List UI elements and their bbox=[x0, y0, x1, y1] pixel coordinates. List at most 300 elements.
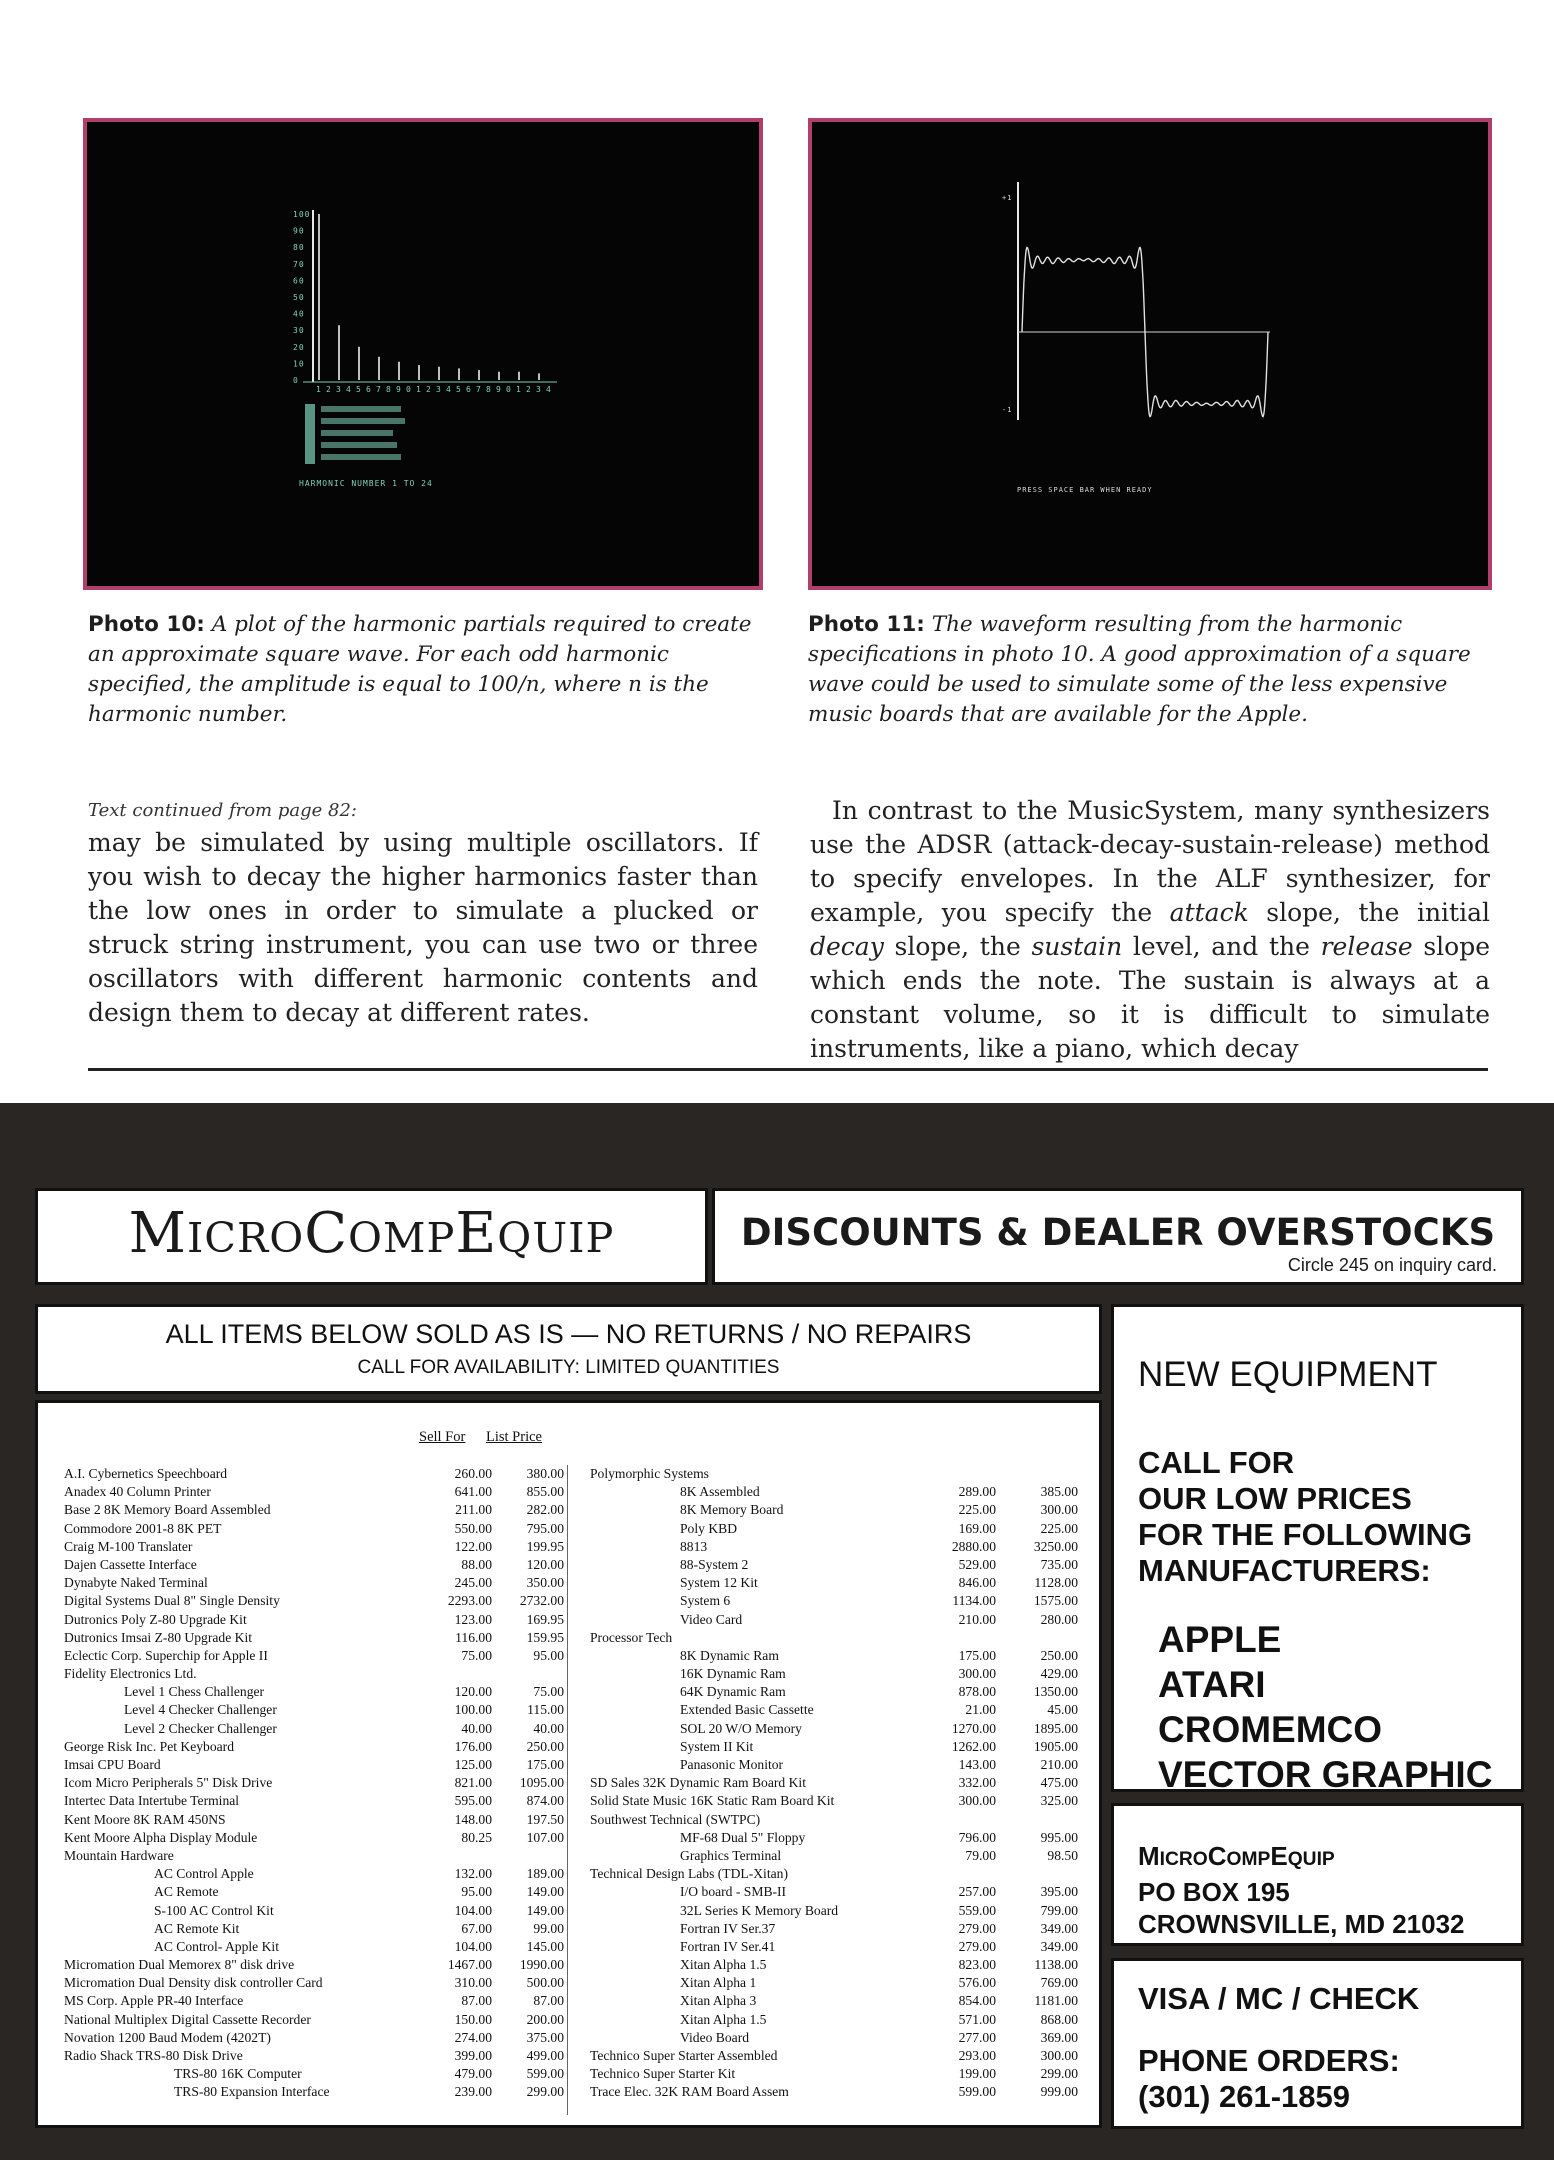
item-name: Level 4 Checker Challenger bbox=[124, 1702, 277, 1718]
list-price: 299.00 bbox=[1040, 2066, 1078, 2082]
amplitude-tick-label: 100 bbox=[293, 210, 311, 219]
sell-price: 823.00 bbox=[958, 1957, 996, 1973]
table-row bbox=[590, 1520, 1090, 1538]
table-row bbox=[64, 1574, 584, 1592]
brand-part: E bbox=[1270, 1841, 1288, 1871]
sell-price: 846.00 bbox=[958, 1575, 996, 1591]
item-name: Poly KBD bbox=[680, 1520, 738, 1536]
amplitude-tick-label: 60 bbox=[293, 276, 305, 286]
sell-price: 821.00 bbox=[454, 1775, 492, 1791]
table-row bbox=[64, 1538, 584, 1556]
sell-price: 300.00 bbox=[958, 1666, 996, 1682]
sell-price: 150.00 bbox=[454, 2011, 492, 2027]
list-price: 325.00 bbox=[1040, 1793, 1078, 1809]
list-price: 95.00 bbox=[533, 1647, 564, 1663]
item-name: AC Control Apple bbox=[154, 1866, 254, 1882]
item-name: Extended Basic Cassette bbox=[680, 1702, 814, 1718]
table-row bbox=[64, 2011, 584, 2029]
table-row bbox=[590, 1683, 1090, 1701]
table-row bbox=[590, 1865, 1090, 1883]
item-name: AC Control- Apple Kit bbox=[154, 1938, 279, 1954]
harmonic-tick-label: 4 bbox=[546, 385, 552, 394]
address-line: PO BOX 195 bbox=[1138, 1877, 1290, 1907]
item-name: AC Remote Kit bbox=[154, 1920, 240, 1936]
sell-price: 289.00 bbox=[958, 1484, 996, 1500]
manufacturer: ATARI bbox=[1158, 1664, 1266, 1705]
sell-price: 293.00 bbox=[958, 2048, 996, 2063]
terms-subheadline: CALL FOR AVAILABILITY: LIMITED QUANTITIES bbox=[357, 1357, 780, 1378]
sell-price: 225.00 bbox=[958, 1502, 996, 1518]
sell-price: 143.00 bbox=[958, 1757, 996, 1772]
photo11-prompt: PRESS SPACE BAR WHEN READY bbox=[1017, 486, 1153, 494]
item-name: Technico Super Starter Assembled bbox=[590, 2048, 778, 2063]
table-row bbox=[590, 1992, 1090, 2010]
sell-price: 80.25 bbox=[461, 1829, 492, 1845]
list-price: 1181.00 bbox=[1034, 1993, 1078, 2009]
list-price: 75.00 bbox=[533, 1684, 564, 1700]
sell-price: 210.00 bbox=[958, 1611, 996, 1627]
list-price: 282.00 bbox=[526, 1502, 564, 1518]
item-name: Fortran IV Ser.37 bbox=[680, 1920, 776, 1936]
item-name: SOL 20 W/O Memory bbox=[680, 1720, 802, 1736]
harmonic-tick-label: 1 bbox=[416, 385, 422, 394]
list-price: 199.95 bbox=[526, 1538, 564, 1554]
sell-price: 104.00 bbox=[454, 1902, 492, 1918]
sell-price: 239.00 bbox=[454, 2084, 492, 2100]
item-name: 8813 bbox=[680, 1538, 708, 1554]
list-price: 2732.00 bbox=[519, 1593, 564, 1609]
axis-plus-one: +1 bbox=[1002, 194, 1013, 202]
sell-price: 796.00 bbox=[958, 1829, 996, 1845]
table-row bbox=[64, 1811, 584, 1829]
table-row bbox=[590, 1756, 1090, 1774]
address-box bbox=[1111, 1803, 1524, 1946]
item-name: Xitan Alpha 3 bbox=[680, 1993, 757, 2009]
table-row bbox=[64, 1992, 584, 2010]
item-name: Commodore 2001-8 8K PET bbox=[64, 1520, 222, 1536]
table-row bbox=[590, 1465, 1090, 1483]
amplitude-tick-label: 30 bbox=[293, 326, 305, 336]
item-name: Level 1 Chess Challenger bbox=[124, 1684, 265, 1700]
table-row bbox=[590, 1574, 1090, 1592]
item-name: Digital Systems Dual 8" Single Density bbox=[64, 1593, 280, 1609]
sell-price: 175.00 bbox=[958, 1647, 996, 1663]
menu-block bbox=[305, 404, 405, 464]
harmonic-tick-label: 0 bbox=[406, 385, 412, 394]
table-row bbox=[64, 2083, 584, 2101]
table-row bbox=[590, 2083, 1090, 2101]
list-price: 1350.00 bbox=[1033, 1684, 1078, 1700]
item-name: Trace Elec. 32K RAM Board Assem bbox=[590, 2084, 789, 2100]
price-list-left bbox=[64, 1465, 584, 2102]
sell-price: 854.00 bbox=[958, 1993, 996, 2009]
table-row bbox=[590, 1811, 1090, 1829]
sell-price: 67.00 bbox=[461, 1920, 492, 1936]
brand-part: QUIP bbox=[1287, 1849, 1335, 1870]
payment-box bbox=[1111, 1958, 1524, 2129]
harmonic-tick-label: 5 bbox=[356, 385, 362, 394]
table-row bbox=[590, 2029, 1090, 2047]
item-name: Craig M-100 Translater bbox=[64, 1538, 193, 1554]
table-row bbox=[590, 1902, 1090, 1920]
table-row bbox=[590, 1738, 1090, 1756]
list-price: 300.00 bbox=[1040, 2048, 1078, 2063]
sell-price: 576.00 bbox=[958, 1975, 996, 1991]
table-row bbox=[590, 1920, 1090, 1938]
table-row bbox=[590, 1629, 1090, 1647]
item-name: MS Corp. Apple PR-40 Interface bbox=[64, 1993, 244, 2009]
list-price: 210.00 bbox=[1040, 1757, 1078, 1772]
sell-price: 116.00 bbox=[455, 1629, 492, 1645]
list-price: 599.00 bbox=[526, 2066, 564, 2082]
col-header-list: List Price bbox=[486, 1429, 542, 1445]
brand-part: QUIP bbox=[497, 1214, 615, 1262]
item-name: Dutronics Imsai Z-80 Upgrade Kit bbox=[64, 1629, 253, 1645]
item-name: Polymorphic Systems bbox=[590, 1466, 709, 1481]
axis-minus-one: -1 bbox=[1002, 406, 1013, 414]
amplitude-tick-label: 20 bbox=[293, 342, 305, 352]
item-name: 88-System 2 bbox=[680, 1556, 749, 1572]
sell-price: 95.00 bbox=[461, 1884, 492, 1900]
item-name: Xitan Alpha 1.5 bbox=[680, 1957, 767, 1973]
amplitude-tick-label: 10 bbox=[293, 359, 305, 369]
price-table bbox=[35, 1400, 1102, 2128]
item-name: Graphics Terminal bbox=[680, 1847, 782, 1863]
item-name: Intertec Data Intertube Terminal bbox=[64, 1793, 240, 1809]
sell-price: 132.00 bbox=[454, 1866, 492, 1882]
list-price: 795.00 bbox=[526, 1520, 564, 1536]
item-name: George Risk Inc. Pet Keyboard bbox=[64, 1738, 235, 1754]
text-run: slope which ends the note. The sustain is always at a constant volume, so it is difficult to simulate instruments, like a piano, which decay bbox=[810, 932, 1491, 1063]
price-list-right bbox=[590, 1465, 1090, 2102]
list-price: 855.00 bbox=[526, 1484, 564, 1500]
table-row bbox=[64, 1938, 584, 1956]
list-price: 799.00 bbox=[1040, 1902, 1078, 1918]
item-name: Processor Tech bbox=[590, 1629, 673, 1645]
sell-price: 599.00 bbox=[958, 2084, 996, 2100]
item-name: Technico Super Starter Kit bbox=[590, 2066, 736, 2082]
table-row bbox=[64, 1774, 584, 1792]
harmonic-tick-label: 8 bbox=[386, 385, 392, 394]
call-line: MANUFACTURERS: bbox=[1138, 1553, 1431, 1588]
table-row bbox=[590, 1720, 1090, 1738]
new-equipment-heading: NEW EQUIPMENT bbox=[1138, 1355, 1438, 1394]
article-column-right bbox=[810, 794, 1490, 1066]
manufacturer: APPLE bbox=[1158, 1619, 1282, 1660]
call-for-prices bbox=[1138, 1445, 1472, 1589]
item-name: Kent Moore Alpha Display Module bbox=[64, 1829, 258, 1845]
brand-part: ICRO bbox=[186, 1214, 305, 1262]
table-row bbox=[64, 1902, 584, 1920]
microcompequip-advertisement bbox=[0, 1103, 1554, 2160]
sell-price: 641.00 bbox=[454, 1484, 492, 1500]
list-price: 149.00 bbox=[526, 1884, 564, 1900]
sell-price: 529.00 bbox=[958, 1556, 996, 1572]
sell-price: 1467.00 bbox=[447, 1957, 492, 1973]
caption-label: Photo 10: bbox=[88, 612, 205, 637]
sell-price: 2293.00 bbox=[447, 1593, 492, 1609]
terms-headline: ALL ITEMS BELOW SOLD AS IS — NO RETURNS / NO REPAIRS bbox=[165, 1319, 972, 1349]
term-release: release bbox=[1320, 932, 1413, 961]
table-row bbox=[64, 1592, 584, 1610]
table-row bbox=[590, 1665, 1090, 1683]
list-price: 350.00 bbox=[526, 1575, 564, 1591]
harmonic-tick-label: 5 bbox=[456, 385, 462, 394]
sell-price: 878.00 bbox=[958, 1684, 996, 1700]
list-price: 395.00 bbox=[1040, 1884, 1078, 1900]
item-name: TRS-80 Expansion Interface bbox=[174, 2084, 330, 2100]
list-price: 369.00 bbox=[1040, 2029, 1078, 2045]
item-name: 8K Memory Board bbox=[680, 1502, 784, 1518]
sell-price: 21.00 bbox=[965, 1702, 996, 1718]
list-price: 380.00 bbox=[526, 1466, 564, 1481]
caption-label: Photo 11: bbox=[808, 612, 925, 637]
sell-price: 125.00 bbox=[454, 1757, 492, 1772]
continued-note: Text continued from page 82: bbox=[88, 800, 357, 821]
text-run: In contrast to the MusicSystem, many synthesizers use the ADSR (attack-decay-sustain-release) method to specify envelopes. In the ALF synthesizer, for example, you specify the bbox=[810, 796, 1490, 927]
table-row bbox=[590, 1774, 1090, 1792]
table-row bbox=[64, 1520, 584, 1538]
item-name: Fidelity Electronics Ltd. bbox=[64, 1666, 197, 1682]
list-price: 169.95 bbox=[526, 1611, 564, 1627]
harmonic-tick-label: 9 bbox=[496, 385, 502, 394]
harmonic-tick-label: 8 bbox=[486, 385, 492, 394]
sell-price: 100.00 bbox=[454, 1702, 492, 1718]
table-row bbox=[64, 1956, 584, 1974]
list-price: 149.00 bbox=[526, 1902, 564, 1918]
amplitude-tick-label: 90 bbox=[293, 226, 305, 236]
table-row bbox=[64, 1483, 584, 1501]
item-name: Anadex 40 Column Printer bbox=[64, 1484, 211, 1500]
table-row bbox=[64, 1738, 584, 1756]
amplitude-tick-label: 40 bbox=[293, 309, 305, 319]
harmonic-bars bbox=[319, 214, 549, 380]
table-row bbox=[590, 1483, 1090, 1501]
table-row bbox=[590, 1847, 1090, 1865]
list-price: 499.00 bbox=[526, 2048, 564, 2063]
brand-logo bbox=[38, 1201, 705, 1266]
manufacturer: CROMEMCO bbox=[1158, 1709, 1383, 1750]
sell-price: 1270.00 bbox=[951, 1720, 996, 1736]
sell-price: 1134.00 bbox=[952, 1593, 996, 1609]
amplitude-tick-label: 0 bbox=[293, 376, 299, 385]
phone-orders bbox=[1138, 2043, 1400, 2115]
harmonic-tick-label: 4 bbox=[346, 385, 352, 394]
sell-price: 199.00 bbox=[958, 2066, 996, 2082]
list-price: 87.00 bbox=[533, 1993, 564, 2009]
item-name: System II Kit bbox=[680, 1738, 754, 1754]
list-price: 145.00 bbox=[526, 1938, 564, 1954]
call-line: OUR LOW PRICES bbox=[1138, 1481, 1412, 1516]
item-name: S-100 AC Control Kit bbox=[154, 1902, 274, 1918]
sell-price: 87.00 bbox=[461, 1993, 492, 2009]
table-row bbox=[590, 1556, 1090, 1574]
list-price: 175.00 bbox=[526, 1757, 564, 1772]
harmonic-tick-label: 1 bbox=[516, 385, 522, 394]
table-row bbox=[590, 1592, 1090, 1610]
list-price: 299.00 bbox=[526, 2084, 564, 2100]
item-name: Micromation Dual Memorex 8" disk drive bbox=[64, 1957, 295, 1973]
sell-price: 176.00 bbox=[454, 1738, 492, 1754]
text-run: level, and the bbox=[1122, 932, 1321, 961]
list-price: 735.00 bbox=[1040, 1556, 1078, 1572]
sell-price: 104.00 bbox=[454, 1938, 492, 1954]
sell-price: 88.00 bbox=[461, 1556, 492, 1572]
list-price: 868.00 bbox=[1040, 2011, 1078, 2027]
list-price: 1128.00 bbox=[1034, 1575, 1078, 1591]
list-price: 1895.00 bbox=[1033, 1720, 1078, 1736]
item-name: Xitan Alpha 1 bbox=[680, 1975, 757, 1991]
table-row bbox=[64, 1501, 584, 1519]
table-row bbox=[590, 2011, 1090, 2029]
list-price: 98.50 bbox=[1047, 1847, 1078, 1863]
list-price: 349.00 bbox=[1040, 1938, 1078, 1954]
harmonic-tick-label: 2 bbox=[326, 385, 332, 394]
call-line: FOR THE FOLLOWING bbox=[1138, 1517, 1473, 1552]
table-row bbox=[64, 1465, 584, 1483]
harmonic-tick-label: 3 bbox=[336, 385, 342, 394]
table-row bbox=[64, 1701, 584, 1719]
item-name: Kent Moore 8K RAM 450NS bbox=[64, 1811, 226, 1827]
photo-11-screen bbox=[808, 118, 1492, 590]
item-name: System 12 Kit bbox=[680, 1575, 758, 1591]
harmonic-tick-label: 7 bbox=[476, 385, 482, 394]
term-attack: attack bbox=[1169, 898, 1249, 927]
list-price: 769.00 bbox=[1040, 1975, 1078, 1991]
terms-box bbox=[35, 1304, 1102, 1394]
brand-part: E bbox=[455, 1201, 498, 1266]
sell-price: 550.00 bbox=[454, 1520, 492, 1536]
table-row bbox=[64, 1683, 584, 1701]
list-price: 250.00 bbox=[1040, 1647, 1078, 1663]
sell-price: 40.00 bbox=[461, 1720, 492, 1736]
list-price: 1905.00 bbox=[1033, 1738, 1078, 1754]
list-price: 120.00 bbox=[526, 1556, 564, 1572]
sell-price: 120.00 bbox=[454, 1684, 492, 1700]
item-name: 16K Dynamic Ram bbox=[680, 1666, 786, 1682]
sell-price: 479.00 bbox=[454, 2066, 492, 2082]
section-divider bbox=[88, 1068, 1488, 1071]
table-row bbox=[590, 1792, 1090, 1810]
manufacturer: VECTOR GRAPHIC bbox=[1158, 1754, 1493, 1795]
sell-price: 1262.00 bbox=[951, 1738, 996, 1754]
list-price: 475.00 bbox=[1040, 1775, 1078, 1791]
item-name: 64K Dynamic Ram bbox=[680, 1684, 786, 1700]
item-name: Xitan Alpha 1.5 bbox=[680, 2011, 767, 2027]
table-row bbox=[64, 2065, 584, 2083]
item-name: TRS-80 16K Computer bbox=[174, 2066, 302, 2082]
item-name: System 6 bbox=[680, 1593, 731, 1609]
article-column-left: may be simulated by using multiple oscillators. If you wish to decay the higher harmonics faster than the low ones in order to simulate a plucked or struck string instrument, you can use two or three oscillators with different harmonic contents and design them to decay at different rates. bbox=[88, 828, 758, 1027]
text-run: slope, the initial bbox=[1248, 898, 1490, 927]
item-name: SD Sales 32K Dynamic Ram Board Kit bbox=[590, 1775, 806, 1791]
table-row bbox=[64, 1974, 584, 1992]
brand-part: M bbox=[1138, 1841, 1160, 1871]
term-sustain: sustain bbox=[1031, 932, 1123, 961]
item-name: Novation 1200 Baud Modem (4202T) bbox=[64, 2029, 271, 2045]
item-name: AC Remote bbox=[154, 1884, 219, 1900]
harmonic-bar-plot bbox=[87, 122, 759, 586]
plot-x-tick-labels bbox=[316, 385, 552, 394]
table-row bbox=[590, 1829, 1090, 1847]
amplitude-tick-label: 50 bbox=[293, 293, 305, 302]
mailing-address bbox=[1138, 1840, 1465, 1940]
list-price: 1575.00 bbox=[1033, 1593, 1078, 1609]
sell-price: 310.00 bbox=[454, 1975, 492, 1991]
list-price: 189.00 bbox=[526, 1866, 564, 1882]
discounts-box bbox=[712, 1188, 1524, 1285]
plot-y-tick-labels bbox=[293, 210, 310, 385]
item-name: 8K Dynamic Ram bbox=[680, 1647, 779, 1663]
table-row bbox=[590, 1538, 1090, 1556]
discounts-heading: DISCOUNTS & DEALER OVERSTOCKS bbox=[740, 1211, 1496, 1254]
harmonic-tick-label: 9 bbox=[396, 385, 402, 394]
photo-10-caption bbox=[88, 610, 768, 730]
phone-number: (301) 261-1859 bbox=[1138, 2079, 1350, 2114]
list-price: 225.00 bbox=[1040, 1520, 1078, 1536]
text-run: slope, the bbox=[883, 932, 1032, 961]
table-row bbox=[64, 1647, 584, 1665]
table-row bbox=[64, 1920, 584, 1938]
table-row bbox=[64, 1720, 584, 1738]
list-price: 280.00 bbox=[1040, 1611, 1078, 1627]
table-row bbox=[64, 1611, 584, 1629]
table-row bbox=[590, 1938, 1090, 1956]
amplitude-tick-label: 70 bbox=[293, 259, 305, 269]
table-row bbox=[64, 1792, 584, 1810]
table-row bbox=[64, 1847, 584, 1865]
item-name: Video Board bbox=[680, 2029, 750, 2045]
item-name: Dynabyte Naked Terminal bbox=[64, 1575, 208, 1591]
sell-price: 211.00 bbox=[455, 1502, 492, 1518]
table-row bbox=[64, 1556, 584, 1574]
list-price: 40.00 bbox=[533, 1720, 564, 1736]
sell-price: 123.00 bbox=[454, 1611, 492, 1627]
phone-label: PHONE ORDERS: bbox=[1138, 2043, 1400, 2078]
list-price: 874.00 bbox=[526, 1793, 564, 1809]
sell-price: 279.00 bbox=[958, 1938, 996, 1954]
sell-price: 75.00 bbox=[461, 1647, 492, 1663]
item-name: Imsai CPU Board bbox=[64, 1757, 161, 1772]
plot-axis bbox=[303, 210, 557, 382]
list-price: 300.00 bbox=[1040, 1502, 1078, 1518]
list-price: 3250.00 bbox=[1033, 1538, 1078, 1554]
item-name: A.I. Cybernetics Speechboard bbox=[64, 1466, 228, 1481]
list-price: 385.00 bbox=[1040, 1484, 1078, 1500]
item-name: Dajen Cassette Interface bbox=[64, 1556, 197, 1572]
sell-price: 257.00 bbox=[958, 1884, 996, 1900]
brand-part: ICRO bbox=[1159, 1849, 1208, 1870]
list-price: 1138.00 bbox=[1034, 1957, 1078, 1973]
list-price: 1095.00 bbox=[519, 1775, 564, 1791]
table-row bbox=[64, 1865, 584, 1883]
sell-price: 595.00 bbox=[454, 1793, 492, 1809]
table-row bbox=[64, 1665, 584, 1683]
sell-price: 2880.00 bbox=[951, 1538, 996, 1554]
list-price: 107.00 bbox=[526, 1829, 564, 1845]
item-name: Icom Micro Peripherals 5" Disk Drive bbox=[64, 1775, 273, 1791]
table-row bbox=[590, 2047, 1090, 2065]
item-name: Solid State Music 16K Static Ram Board Kit bbox=[590, 1793, 835, 1809]
table-row bbox=[590, 1501, 1090, 1519]
brand-part: C bbox=[1207, 1841, 1227, 1871]
waveform-plot bbox=[812, 122, 1488, 586]
list-price: 375.00 bbox=[526, 2029, 564, 2045]
sell-price: 332.00 bbox=[958, 1775, 996, 1791]
photo10-prompt: HARMONIC NUMBER 1 TO 24 bbox=[299, 479, 433, 488]
item-name: Fortran IV Ser.41 bbox=[680, 1938, 776, 1954]
sell-price: 300.00 bbox=[958, 1793, 996, 1809]
